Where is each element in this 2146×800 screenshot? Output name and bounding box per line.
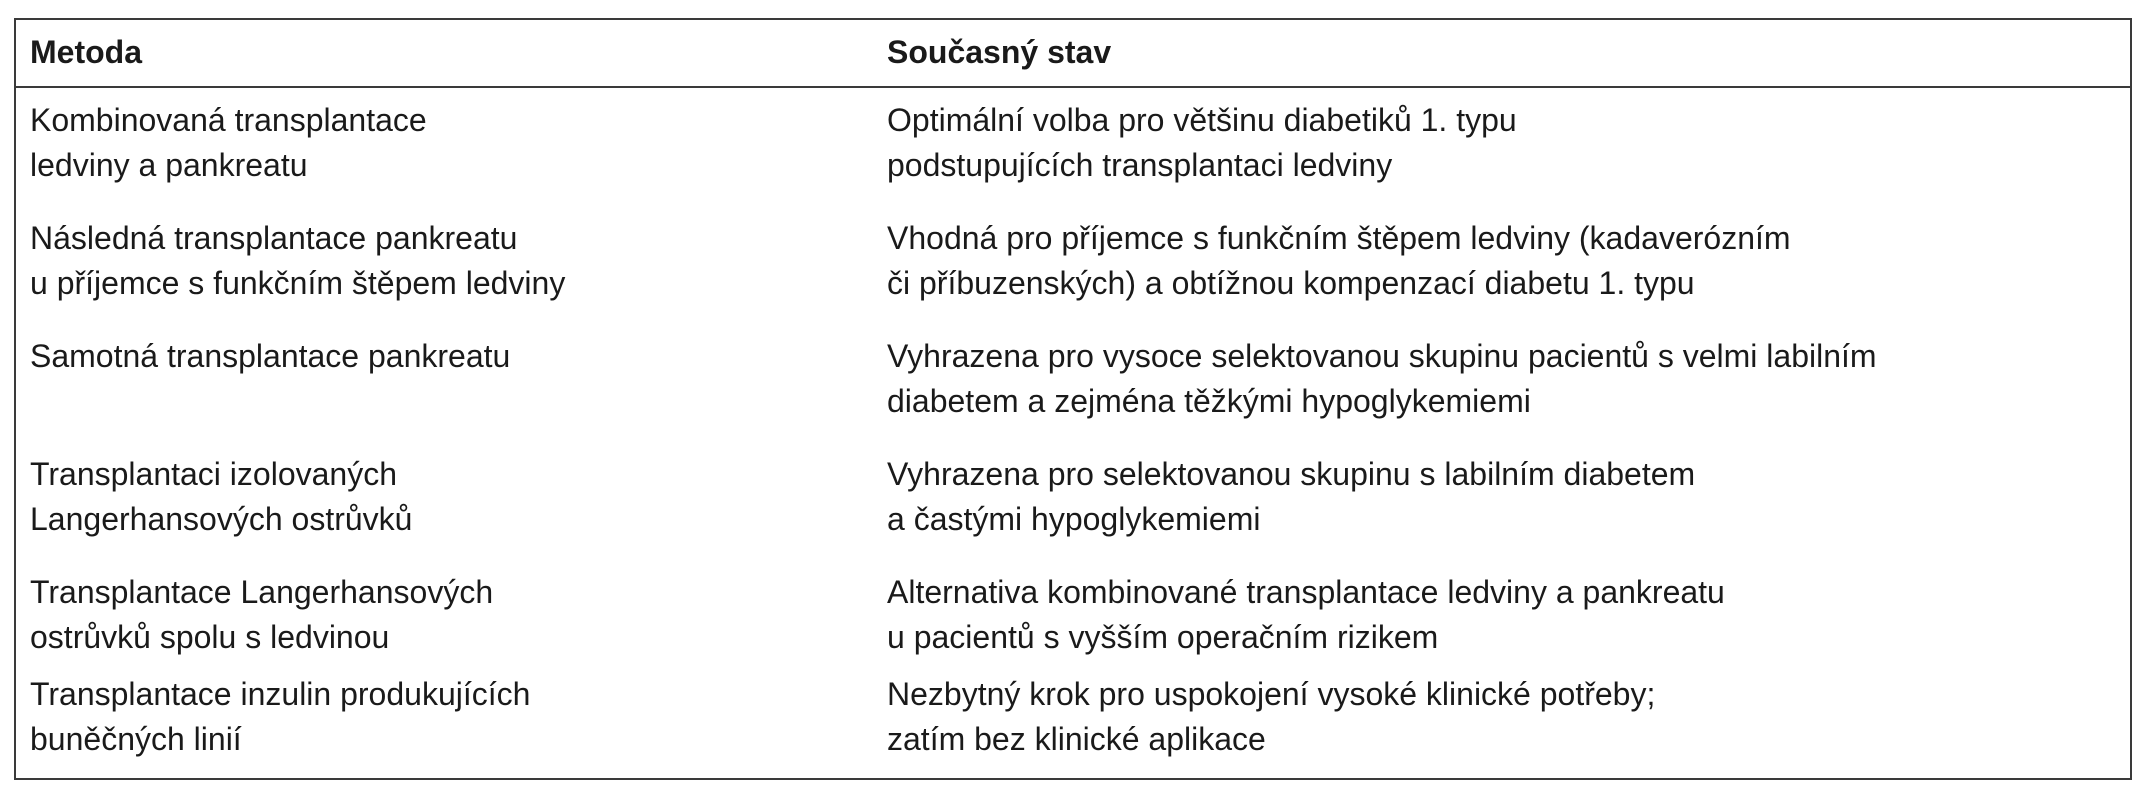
row-method: Následná transplantace pankreatu u příjemce s funkčním štěpem ledviny <box>30 220 566 301</box>
table-header-row <box>16 20 2130 88</box>
row-status: Optimální volba pro většinu diabetiků 1. typu podstupujících transplantaci ledviny <box>887 102 1517 183</box>
row-status: Nezbytný krok pro uspokojení vysoké klinické potřeby; zatím bez klinické aplikace <box>887 676 1656 757</box>
header-method: Metoda <box>30 34 142 70</box>
row-status: Vyhrazena pro vysoce selektovanou skupinu pacientů s velmi labilním diabetem a zejména těžkými hypoglykemiemi <box>887 338 1877 419</box>
row-status: Vyhrazena pro selektovanou skupinu s labilním diabetem a častými hypoglykemiemi <box>887 456 1696 537</box>
row-status: Alternativa kombinované transplantace ledviny a pankreatu u pacientů s vyšším operačním rizikem <box>887 574 1725 655</box>
row-method: Transplantaci izolovaných Langerhansových ostrůvků <box>30 456 413 537</box>
row-method: Kombinovaná transplantace ledviny a pankreatu <box>30 102 427 183</box>
row-status: Vhodná pro příjemce s funkčním štěpem ledviny (kadaverózním či příbuzenských) a obtížnou kompenzací diabetu 1. typu <box>887 220 1791 301</box>
row-method: Samotná transplantace pankreatu <box>30 338 511 374</box>
transplant-methods-table <box>14 18 2132 780</box>
row-method: Transplantace Langerhansových ostrůvků spolu s ledvinou <box>30 574 494 655</box>
row-method: Transplantace inzulin produkujících buněčných linií <box>30 676 531 757</box>
header-status: Současný stav <box>887 34 1112 70</box>
